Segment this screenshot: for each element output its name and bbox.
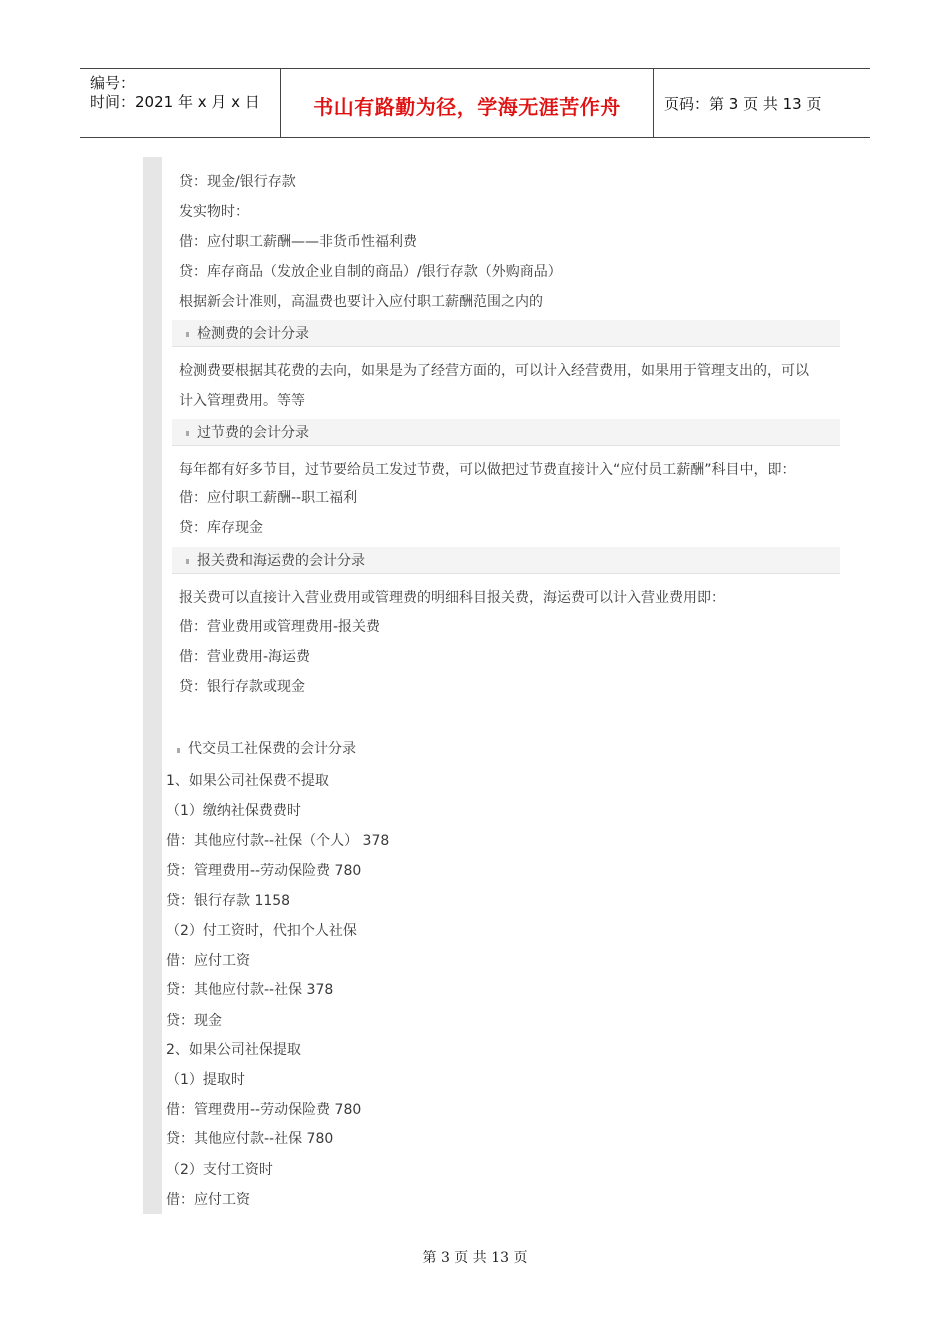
text-line: 发实物时： [179, 204, 249, 220]
text-line: （1）提取时 [166, 1072, 245, 1088]
section-heading-customs [172, 547, 840, 574]
text-line: 贷：银行存款 1158 [166, 893, 291, 909]
text-line: 贷：现金/银行存款 [179, 174, 296, 190]
text-line: （2）付工资时，代扣个人社保 [166, 923, 357, 939]
document-header [80, 68, 870, 138]
document-number: 编号： [90, 74, 136, 92]
bullet-icon [177, 748, 180, 753]
text-line: 借：营业费用-海运费 [179, 649, 311, 665]
text-line: 贷：银行存款或现金 [179, 679, 305, 695]
text-line: 贷：其他应付款--社保 378 [166, 982, 334, 998]
section-title: 过节费的会计分录 [197, 425, 309, 441]
text-line: 贷：库存商品（发放企业自制的商品）/银行存款（外购商品） [179, 264, 562, 280]
header-info-cell [80, 69, 281, 137]
text-line: 借：营业费用或管理费用-报关费 [179, 619, 381, 635]
text-line: 借：应付职工薪酬--职工福利 [179, 490, 358, 506]
left-gray-bar [143, 157, 162, 1214]
page-footer: 第 3 页 共 13 页 [422, 1250, 528, 1266]
text-line: 贷：库存现金 [179, 520, 263, 536]
header-motto-cell [281, 69, 654, 137]
text-line: 贷：现金 [166, 1013, 222, 1029]
text-line: 计入管理费用。等等 [179, 393, 305, 409]
text-line: （2）支付工资时 [166, 1162, 273, 1178]
section-title: 代交员工社保费的会计分录 [188, 741, 356, 757]
bullet-icon [186, 332, 189, 337]
text-line: 1、如果公司社保费不提取 [166, 773, 329, 789]
text-line: 根据新会计准则，高温费也要计入应付职工薪酬范围之内的 [179, 294, 543, 310]
text-line: 每年都有好多节目，过节要给员工发过节费，可以做把过节费直接计入“应付员工薪酬”科目中，即： [179, 462, 796, 478]
bullet-icon [186, 431, 189, 436]
section-title: 检测费的会计分录 [197, 326, 309, 342]
text-line: 借：管理费用--劳动保险费 780 [166, 1102, 362, 1118]
text-line: 检测费要根据其花费的去向，如果是为了经营方面的，可以计入经营费用，如果用于管理支出的，可以 [179, 363, 809, 379]
bullet-icon [186, 559, 189, 564]
text-line: 贷：其他应付款--社保 780 [166, 1131, 334, 1147]
section-heading-holiday [172, 419, 840, 446]
text-line: （1）缴纳社保费费时 [166, 803, 301, 819]
motto: 书山有路勤为径，学海无涯苦作舟 [313, 95, 621, 119]
text-line: 贷：管理费用--劳动保险费 780 [166, 863, 362, 879]
text-line: 借：应付工资 [166, 953, 250, 969]
text-line: 借：应付工资 [166, 1192, 250, 1208]
document-date: 时间：2021 年 x 月 x 日 [90, 93, 260, 111]
header-page-cell [654, 69, 870, 137]
section-title: 报关费和海运费的会计分录 [197, 553, 365, 569]
text-line: 借：其他应付款--社保（个人） 378 [166, 833, 390, 849]
section-heading-inspection [172, 320, 840, 347]
page-indicator: 页码：第 3 页 共 13 页 [664, 95, 822, 113]
text-line: 报关费可以直接计入营业费用或管理费的明细科目报关费，海运费可以计入营业费用即： [179, 590, 725, 606]
text-line: 2、如果公司社保提取 [166, 1042, 301, 1058]
text-line: 借：应付职工薪酬——非货币性福利费 [179, 234, 417, 250]
